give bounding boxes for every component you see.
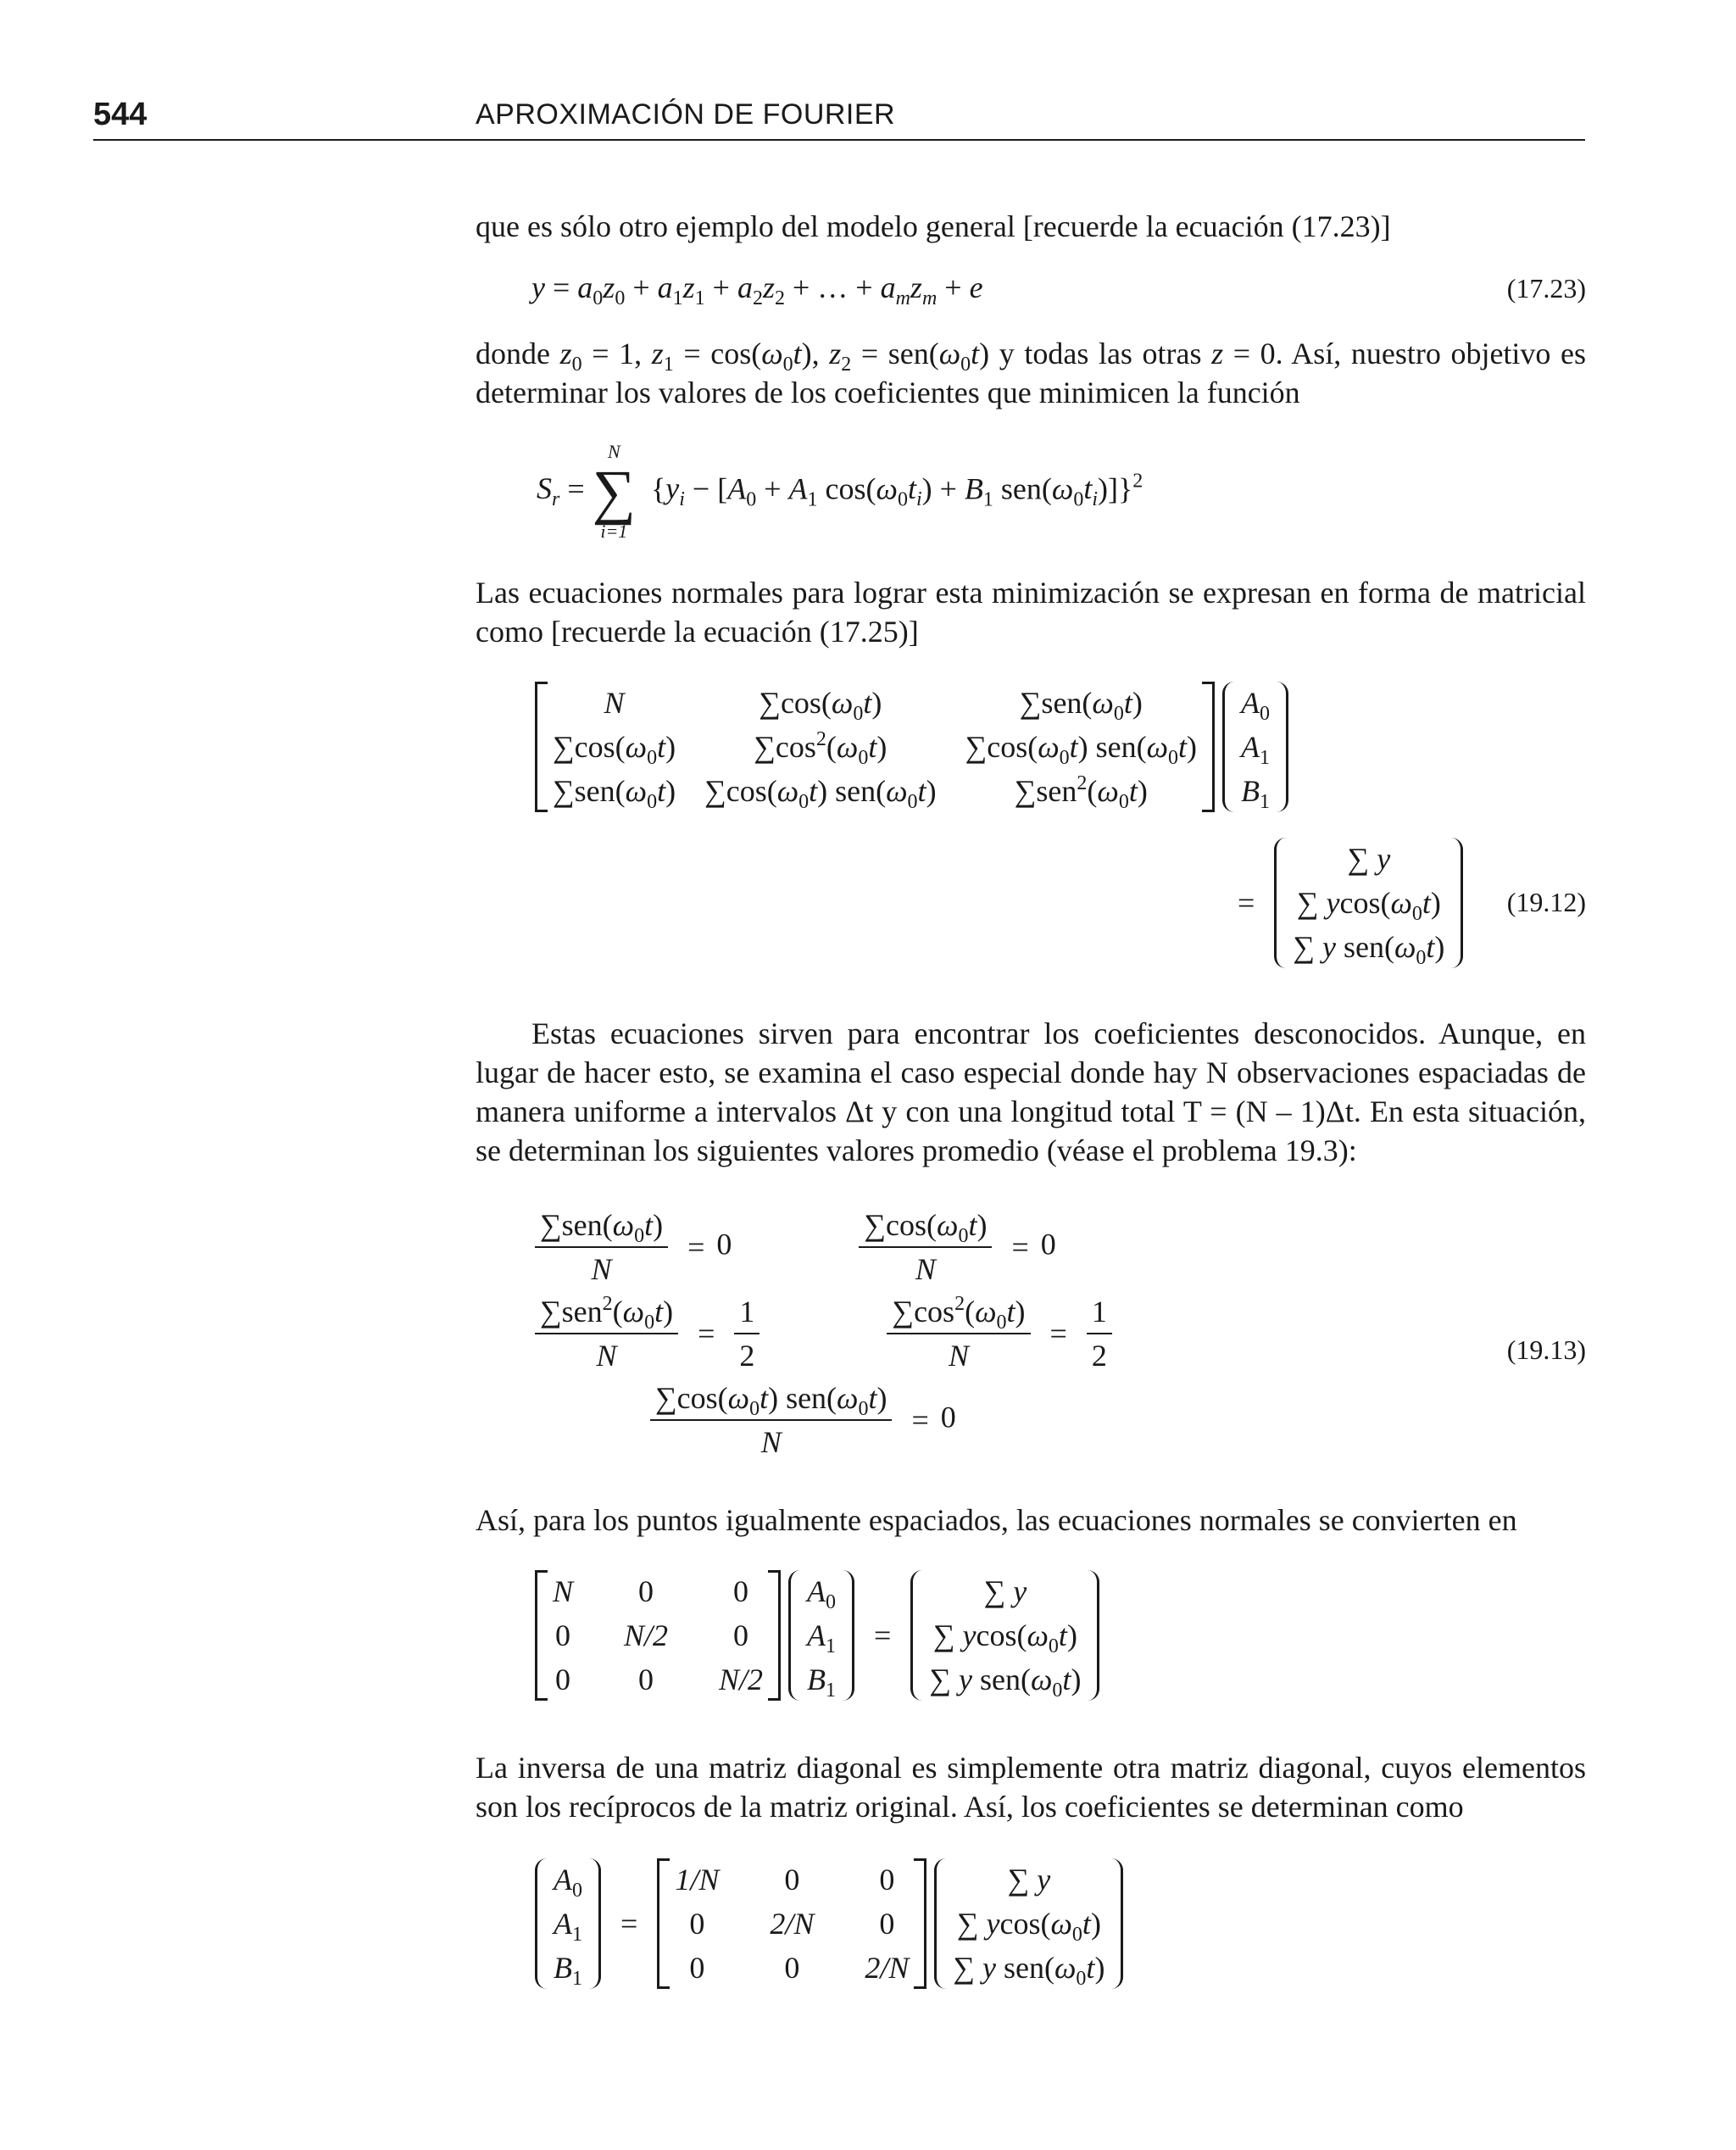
diagonal-matrix: N 0 0 0 N/2 0 0 0 N/2 (535, 1570, 781, 1701)
rhs-vector-2: ∑ y ∑ $ycos(\omega_0t)$ ∑ y $sen(\omega_0t)$ (910, 1570, 1099, 1701)
page-number: 544 (93, 97, 147, 132)
equation-inverse-system: $A_0$ $A_1$ $B_1$ = 1/N 0 0 0 2/N 0 0 0 2/N ∑ y ∑ $ycos(\omega_0t)$ ∑ y $sen(\omega_0t)$ (535, 1858, 1123, 1989)
equation-19-12-rhs: = ∑ y ∑ $ycos(\omega_0t)$ ∑ y $sen(\omega_0t)$ (1226, 838, 1463, 968)
unknowns-vector-2: $A_0$ $A_1$ $B_1$ (788, 1570, 854, 1701)
paragraph-equal-spacing: Así, para los puntos igualmente espaciados, las ecuaciones normales se convierten en (476, 1503, 1517, 1537)
equation-19-12-matrix (535, 682, 1288, 812)
paragraph-special-case: Estas ecuaciones sirven para encontrar los coeficientes desconocidos. Aunque, en lugar de hacer esto, se examina el caso especial donde hay N observaciones espaciadas de manera uniforme a intervalos Δt y con una longitud total T = (N – 1)Δt. En esta situación, se determinan los siguientes valores promedio (véase el problema 19.3): (476, 1017, 1586, 1167)
equation-number-19-12: (19.12) (1506, 887, 1586, 917)
equation-number-19-13: (19.13) (1506, 1334, 1586, 1365)
equation-sr: $S_r$ = N ∑ i=1 {$y_i - [A_0 + A_1$ $\cos(\omega_0t_i) + B_1$ $sen(\omega_0t_i)]\}^2$ (537, 441, 1143, 542)
equation-17-23: $y = a_0z_0 + a_1z_1 + a_2z_2$ + … + $a_mz_m + e$ (531, 270, 983, 309)
summation-symbol: N ∑ i=1 (592, 441, 636, 542)
equation-19-13: $\frac{\sum sen(\omega_0t)}{N}$ = 0 $\frac{\sum\cos(\omega_0t)}{N}$ = 0 $\frac{\sum sen^2(\omega_0t)}{N}$ = $\frac{1}{2}$ $\frac{\sum\cos^2(\omega_0t)}{N}$ = $\frac{1}{2}$ $\frac{\sum\cos(\omega_0t) sen(\omega_0t)}{N}$ = 0 (535, 1207, 1112, 1460)
equation-diagonal-system: N 0 0 0 N/2 0 0 0 N/2 $A_0$ $A_1$ $B_1$ = ∑ y ∑ $ycos(\omega_0t)$ ∑ y $sen(\omega_0t)$ (535, 1570, 1099, 1701)
inverse-matrix: 1/N 0 0 0 2/N 0 0 0 2/N (657, 1858, 926, 1989)
unknowns-vector: $A_0$ $A_1$ $B_1$ (1222, 682, 1288, 812)
coefficient-matrix: N $\sum\cos(\omega_0t)$ $\sum sen(\omega_0t)$ $\sum\cos(\omega_0t)$ $\sum\cos^2(\omega_0t)$ $\sum\cos(\omega_0t)$ $sen(\omega_0t)$ $\sum sen(\omega_0t)$ $\sum\cos(\omega_0t)$ $sen(\omega_0t)$ $\sum sen^2(\omega_0t)$ (535, 682, 1215, 812)
page-header (93, 93, 1585, 141)
equation-number-17-23: (17.23) (1506, 273, 1586, 304)
rhs-vector: ∑ y ∑ $ycos(\omega_0t)$ ∑ y $sen(\omega_0t)$ (1274, 838, 1463, 968)
rhs-vector-3: ∑ y ∑ $ycos(\omega_0t)$ ∑ y $sen(\omega_0t)$ (934, 1858, 1123, 1989)
paragraph-definitions: donde $z_0 = 1$, $z_1 = \cos(\omega_0t)$, $z_2 = sen(\omega_0t)$ y todas las otras z = 0. Así, nuestro objetivo es determinar los valores de los coeficientes que minimicen la función (476, 337, 1587, 409)
coefficients-vector: $A_0$ $A_1$ $B_1$ (535, 1858, 601, 1989)
running-head: APROXIMACIÓN DE FOURIER (476, 98, 896, 131)
paragraph-normal-equations: Las ecuaciones normales para lograr esta minimización se expresan en forma de matricial como [recuerde la ecuación (17.25)] (476, 576, 1586, 649)
paragraph-inverse: La inversa de una matriz diagonal es simplemente otra matriz diagonal, cuyos elementos son los recíprocos de la matriz original. Así, los coeficientes se determinan como (476, 1751, 1586, 1824)
paragraph-intro: que es sólo otro ejemplo del modelo general [recuerde la ecuación (17.23)] (476, 209, 1391, 243)
